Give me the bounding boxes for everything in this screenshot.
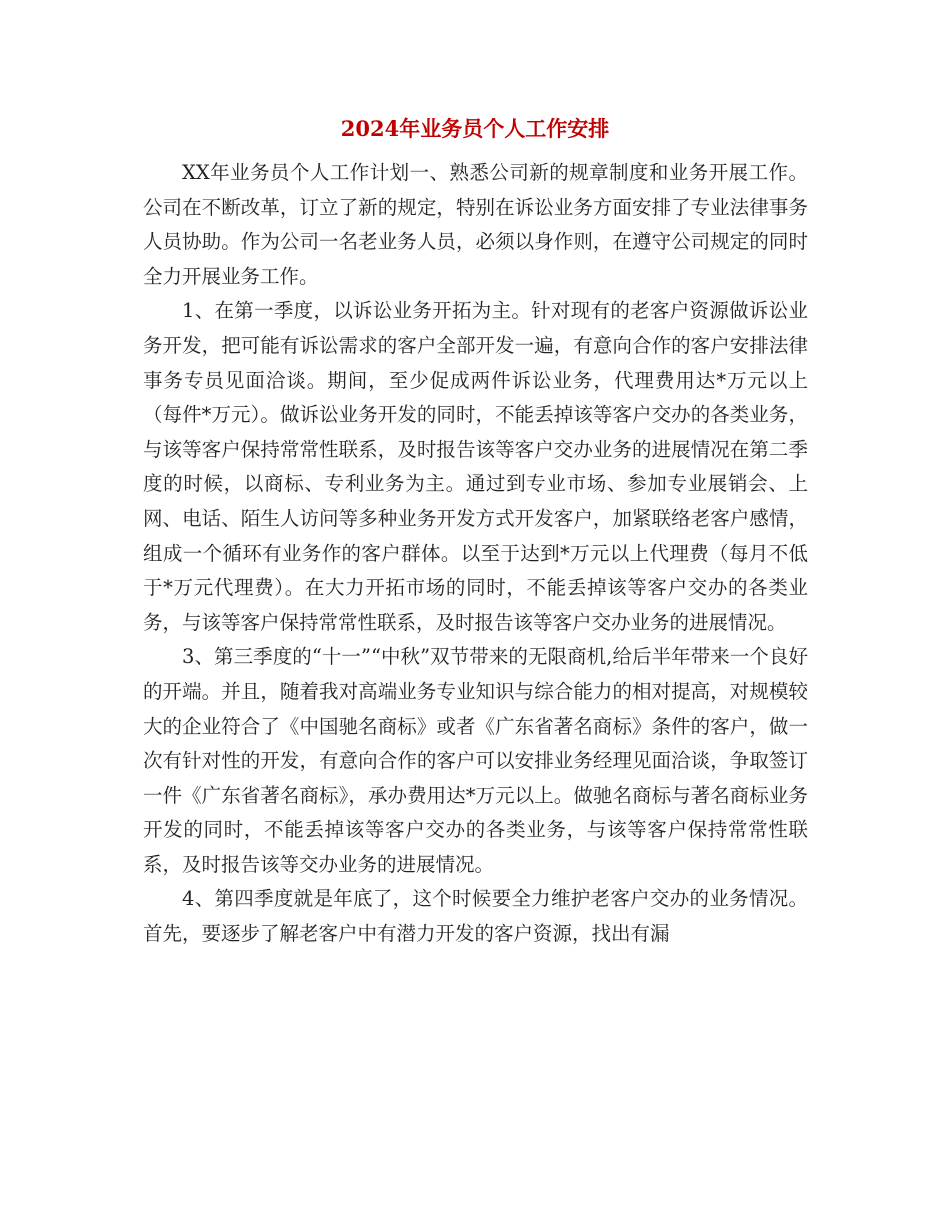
paragraph-quarter-4: 4、第四季度就是年底了，这个时候要全力维护老客户交办的业务情况。首先，要逐步了解老客户中有潜力开发的客户资源，找出有漏 (143, 887, 808, 946)
paragraph-quarter-3: 3、第三季度的“十一”“中秋”双节带来的无限商机,给后半年带来一个良好的开端。并且，随着我对高端业务专业知识与综合能力的相对提高，对规模较大的企业符合了《中国驰名商标》或者《广东省著名商标》条件的客户，做一次有针对性的开发，有意向合作的客户可以安排业务经理见面洽谈，争取签订一件《广东省著名商标》，承办费用达*万元以上。做驰名商标与著名商标业务开发的同时，不能丢掉该等客户交办的各类业务，与该等客户保持常常性联系，及时报告该等交办业务的进展情况。 (143, 645, 808, 876)
document-body (143, 156, 808, 952)
document-title: 2024年业务员个人工作安排 (340, 116, 610, 141)
paragraph-intro: XX年业务员个人工作计划一、熟悉公司新的规章制度和业务开展工作。公司在不断改革，订立了新的规定，特别在诉讼业务方面安排了专业法律事务人员协助。作为公司一名老业务人员，必须以身作则，在遵守公司规定的同时全力开展业务工作。 (143, 161, 808, 288)
paragraph-quarter-1-2: 1、在第一季度，以诉讼业务开拓为主。针对现有的老客户资源做诉讼业务开发，把可能有诉讼需求的客户全部开发一遍，有意向合作的客户安排法律事务专员见面洽谈。期间，至少促成两件诉讼业务，代理费用达*万元以上（每件*万元）。做诉讼业务开发的同时，不能丢掉该等客户交办的各类业务，与该等客户保持常常性联系，及时报告该等客户交办业务的进展情况在第二季度的时候，以商标、专利业务为主。通过到专业市场、参加专业展销会、上网、电话、陌生人访问等多种业务开发方式开发客户，加紧联络老客户感情，组成一个循环有业务作的客户群体。以至于达到*万元以上代理费（每月不低于*万元代理费）。在大力开拓市场的同时，不能丢掉该等客户交办的各类业务，与该等客户保持常常性联系，及时报告该等客户交办业务的进展情况。 (143, 299, 808, 634)
